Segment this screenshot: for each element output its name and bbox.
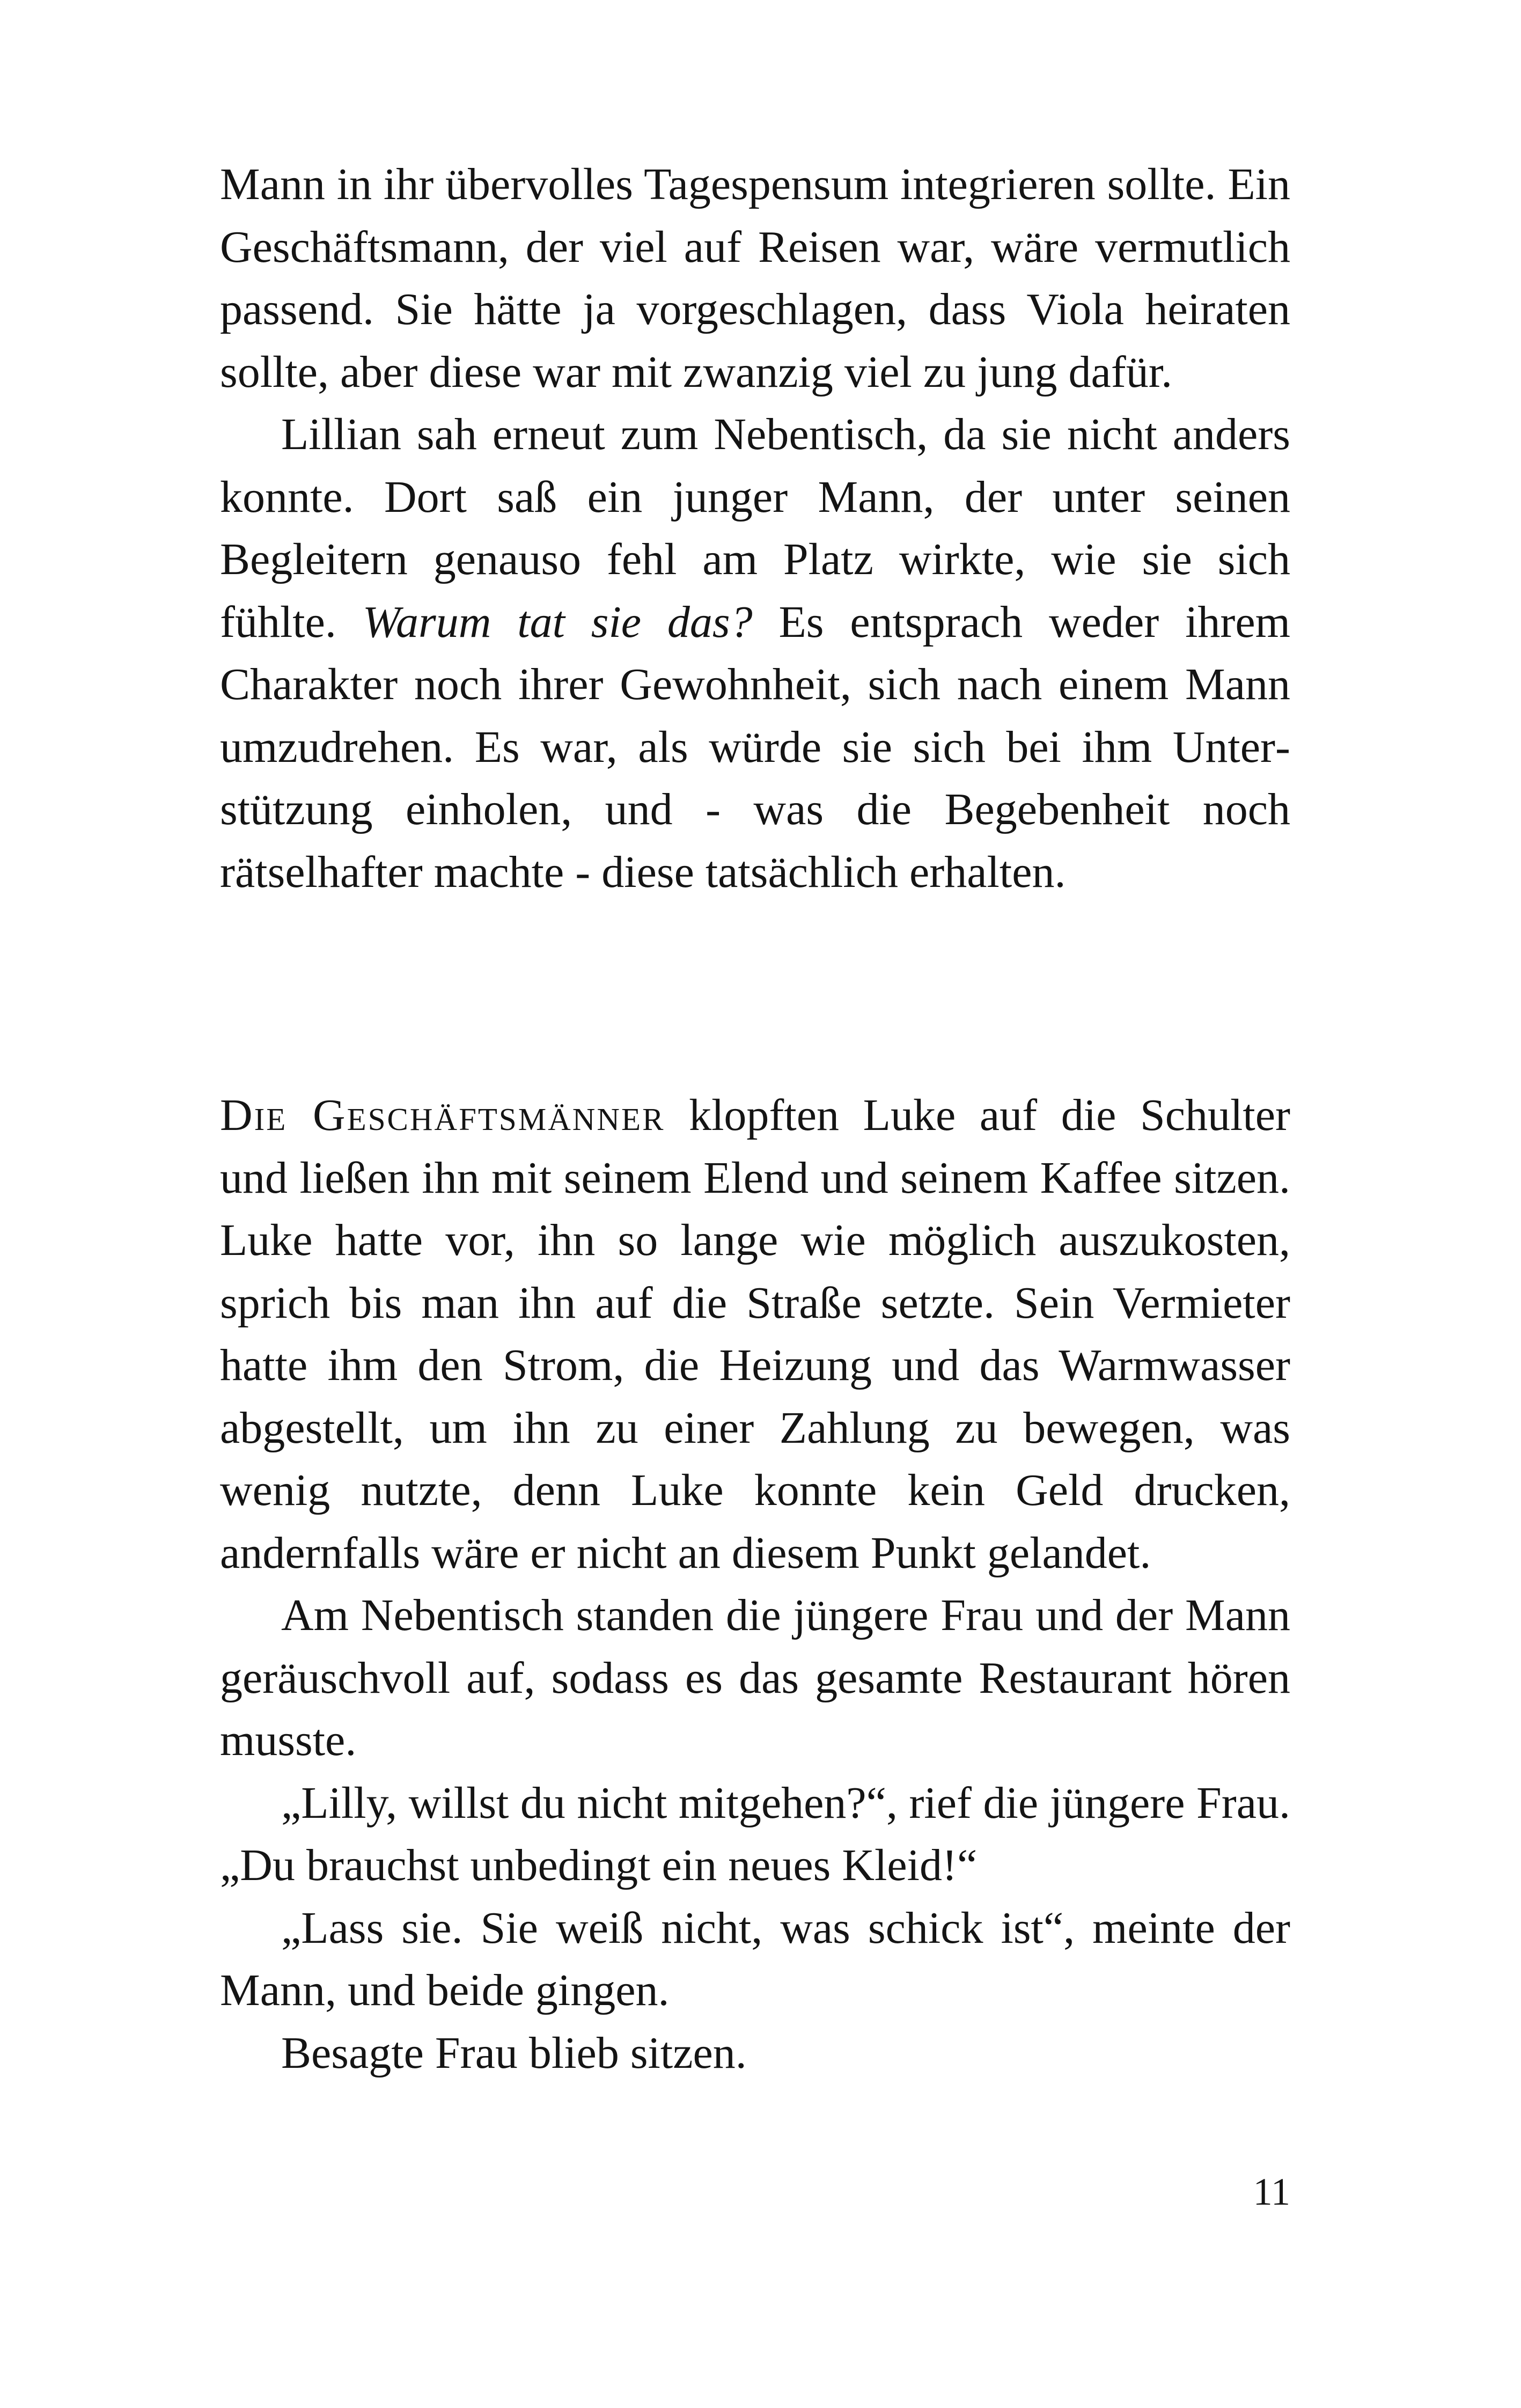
paragraph-lillian-text-start: Lillian sah erneut zum Nebentisch, da sie nicht anders konnte. Dort saß ein junger Mann, der unter seinen Begleitern genauso fehl am Platz wirkte, wie sie sich fühlte.: [220, 409, 1290, 647]
paragraph-closing: Besagte Frau blieb sitzen.: [281, 2028, 747, 2078]
text-section-2: [220, 1084, 1290, 2084]
paragraph-continuation: Mann in ihr übervolles Tagespensum integrieren sollte. Ein Geschäftsmann, der viel auf Reisen war, wäre vermutlich passend. Sie hätte ja vorgeschlagen, dass Viola heiraten sollte, aber diese war mit zwanzig viel zu jung dafür.: [220, 159, 1290, 397]
paragraph-section-opening: [220, 1084, 1290, 1584]
paragraph-lillian: [220, 403, 1290, 904]
italic-thought: Warum tat sie das?: [362, 597, 753, 647]
paragraph-dialogue-mann: „Lass sie. Sie weiß nicht, was schick ist“, meinte der Mann, und beide gingen.: [220, 1903, 1290, 2015]
page-number: 11: [1253, 2170, 1290, 2213]
section-lead-in: Die Geschäftsmänner: [220, 1090, 665, 1140]
paragraph-lillian-text-end: Es entsprach weder ihrem Charakter noch ihrer Gewohnheit, sich nach einem Mann umzudrehen. Es war, als würde sie sich bei ihm Unterstützung einholen, und - was die Begebenheit noch rätselhafter machte - diese tatsächlich erhalten.: [220, 597, 1290, 897]
paragraph-dialogue-lilly: „Lilly, willst du nicht mitgehen?“, rief die jüngere Frau. „Du brauchst unbedingt ein neues Kleid!“: [220, 1778, 1290, 1890]
text-section-1: [220, 153, 1290, 904]
section-opening-text: klopften Luke auf die Schulter und ließen ihn mit seinem Elend und seinem Kaffee sitzen. Luke hatte vor, ihn so lange wie möglich auszukosten, sprich bis man ihn auf die Straße setzte. Sein Vermieter hatte ihm den Strom, die Heizung und das Warmwasser abgestellt, um ihn zu einer Zahlung zu bewegen, was wenig nutzte, denn Luke konnte kein Geld drucken, andernfalls wäre er nicht an diesem Punkt gelandet.: [220, 1090, 1290, 1578]
paragraph-nebentisch: Am Nebentisch standen die jüngere Frau und der Mann geräuschvoll auf, sodass es das gesamte Restaurant hören musste.: [220, 1590, 1290, 1765]
